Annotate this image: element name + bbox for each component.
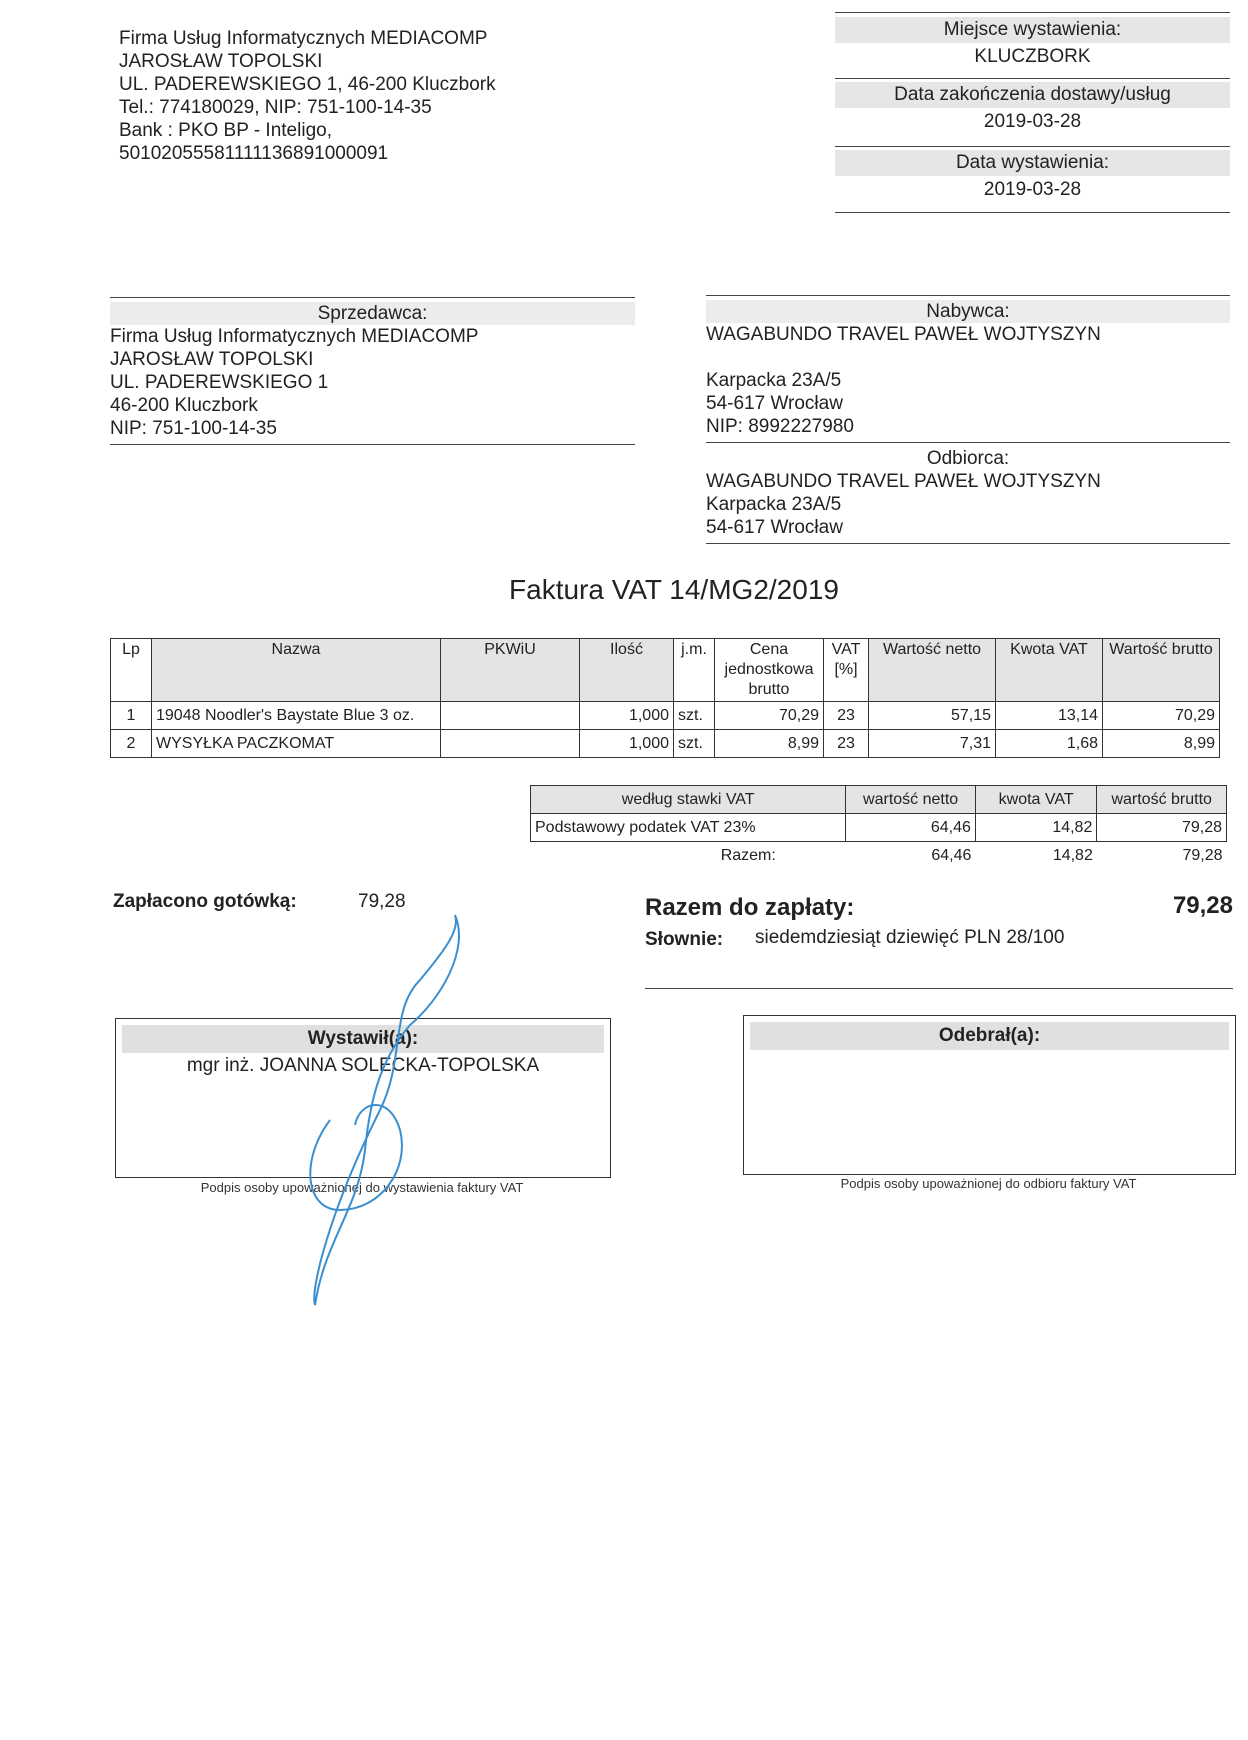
items-header-row [111, 639, 1220, 702]
summary-header: kwota VAT [975, 786, 1096, 814]
col-header: Wartość netto [869, 639, 996, 702]
col-header: Cena jednostkowa brutto [715, 639, 824, 702]
summary-total-row [531, 842, 1227, 870]
receiver-street: Karpacka 23A/5 [706, 494, 842, 515]
summary-gross: 79,28 [1097, 814, 1227, 842]
cell-lp: 2 [111, 730, 152, 758]
payment-rule [645, 988, 1233, 989]
header-line: 50102055581111136891000091 [119, 143, 389, 164]
col-header: j.m. [674, 639, 715, 702]
seller-line: NIP: 751-100-14-35 [110, 418, 277, 439]
table-row [111, 702, 1220, 730]
buyer-street: Karpacka 23A/5 [706, 370, 842, 391]
summary-total-gross: 79,28 [1182, 847, 1223, 864]
items-table [110, 638, 1220, 758]
summary-row [531, 814, 1227, 842]
seller-line: 46-200 Kluczbork [110, 395, 258, 416]
summary-header-row [531, 786, 1227, 814]
vat-summary-table [530, 785, 1227, 869]
seller-label: Sprzedawca: [110, 302, 635, 325]
summary-net: 64,46 [846, 814, 976, 842]
paid-cash-value: 79,28 [358, 891, 406, 912]
cell-gross: 70,29 [1103, 702, 1220, 730]
paid-cash-label: Zapłacono gotówką: [113, 891, 297, 912]
issuer-name: mgr inż. JOANNA SOLECKA-TOPOLSKA [186, 1055, 540, 1076]
summary-header: wartość netto [846, 786, 976, 814]
seller-rule-bottom [110, 444, 635, 445]
cell-gross: 8,99 [1103, 730, 1220, 758]
meta-rule [835, 146, 1230, 147]
receiver-box-label: Odebrał(a): [750, 1022, 1229, 1050]
header-line: Firma Usług Informatycznych MEDIACOMP [119, 28, 488, 49]
buyer-label: Nabywca: [706, 300, 1230, 323]
receiver-city: 54-617 Wrocław [706, 517, 843, 538]
cell-unit: szt. [674, 730, 715, 758]
cell-pkwiu [441, 702, 580, 730]
cell-vat-rate: 23 [824, 730, 869, 758]
summary-total-vat: 14,82 [1052, 847, 1093, 864]
in-words-value: siedemdziesiąt dziewięć PLN 28/100 [755, 927, 1065, 948]
delivery-label: Data zakończenia dostawy/usług [835, 82, 1230, 108]
col-header: Lp [111, 639, 152, 702]
receiver-caption: Podpis osoby upoważnionej do odbioru faktury VAT [840, 1176, 1137, 1191]
cell-vat: 13,14 [996, 702, 1103, 730]
receiver-label: Odbiorca: [706, 447, 1230, 470]
col-header: PKWiU [441, 639, 580, 702]
amount-due-label: Razem do zapłaty: [645, 894, 855, 921]
table-row [111, 730, 1220, 758]
summary-header: według stawki VAT [531, 786, 846, 814]
issuer-caption: Podpis osoby upoważnionej do wystawienia faktury VAT [200, 1180, 524, 1195]
cell-name: WYSYŁKA PACZKOMAT [152, 730, 441, 758]
col-header: Wartość brutto [1103, 639, 1220, 702]
seller-rule-top [110, 297, 635, 298]
place-label: Miejsce wystawienia: [835, 17, 1230, 43]
handwritten-signature [270, 910, 490, 1320]
cell-net: 57,15 [869, 702, 996, 730]
summary-vat: 14,82 [975, 814, 1096, 842]
in-words-label: Słownie: [645, 929, 724, 950]
summary-total-label: Razem: [720, 847, 776, 864]
receiver-rule-bottom [706, 543, 1230, 544]
receiver-name: WAGABUNDO TRAVEL PAWEŁ WOJTYSZYN [706, 471, 1101, 492]
summary-header: wartość brutto [1097, 786, 1227, 814]
seller-line: UL. PADEREWSKIEGO 1 [110, 372, 329, 393]
cell-net: 7,31 [869, 730, 996, 758]
summary-rate: Podstawowy podatek VAT 23% [531, 814, 846, 842]
header-line: Bank : PKO BP - Inteligo, [119, 120, 332, 141]
buyer-city: 54-617 Wrocław [706, 393, 843, 414]
cell-lp: 1 [111, 702, 152, 730]
col-header: Ilość [580, 639, 674, 702]
issuer-label: Wystawił(a): [122, 1025, 604, 1053]
receiver-signature-box [743, 1015, 1236, 1175]
cell-price: 70,29 [715, 702, 824, 730]
amount-due-value: 79,28 [1172, 892, 1233, 919]
col-header: Kwota VAT [996, 639, 1103, 702]
place-of-issue [835, 17, 1230, 71]
header-line: Tel.: 774180029, NIP: 751-100-14-35 [119, 97, 432, 118]
meta-rule [835, 12, 1230, 13]
company-header [119, 27, 496, 165]
seller-line: Firma Usług Informatycznych MEDIACOMP [110, 326, 479, 347]
col-header: Nazwa [152, 639, 441, 702]
meta-rule [835, 78, 1230, 79]
buyer-rule-top [706, 295, 1230, 296]
cell-unit: szt. [674, 702, 715, 730]
issue-label: Data wystawienia: [835, 150, 1230, 176]
issue-date [835, 150, 1230, 204]
buyer-block [706, 300, 1230, 438]
seller-block [110, 302, 635, 440]
receiver-rule-top [706, 442, 1230, 443]
cell-vat-rate: 23 [824, 702, 869, 730]
cell-vat: 1,68 [996, 730, 1103, 758]
cell-qty: 1,000 [580, 730, 674, 758]
header-line: UL. PADEREWSKIEGO 1, 46-200 Kluczbork [119, 74, 496, 95]
header-line: JAROSŁAW TOPOLSKI [119, 51, 323, 72]
issue-value: 2019-03-28 [983, 179, 1082, 200]
summary-total-net: 64,46 [931, 847, 972, 864]
delivery-date [835, 82, 1230, 136]
seller-line: JAROSŁAW TOPOLSKI [110, 349, 314, 370]
buyer-nip: NIP: 8992227980 [706, 416, 854, 437]
col-header: VAT [%] [824, 639, 869, 702]
delivery-value: 2019-03-28 [983, 111, 1082, 132]
buyer-name: WAGABUNDO TRAVEL PAWEŁ WOJTYSZYN [706, 324, 1101, 345]
receiver-block [706, 447, 1230, 539]
place-value: KLUCZBORK [974, 46, 1091, 67]
cell-qty: 1,000 [580, 702, 674, 730]
cell-pkwiu [441, 730, 580, 758]
cell-name: 19048 Noodler's Baystate Blue 3 oz. [152, 702, 441, 730]
invoice-title: Faktura VAT 14/MG2/2019 [509, 574, 839, 605]
meta-rule [835, 212, 1230, 213]
cell-price: 8,99 [715, 730, 824, 758]
